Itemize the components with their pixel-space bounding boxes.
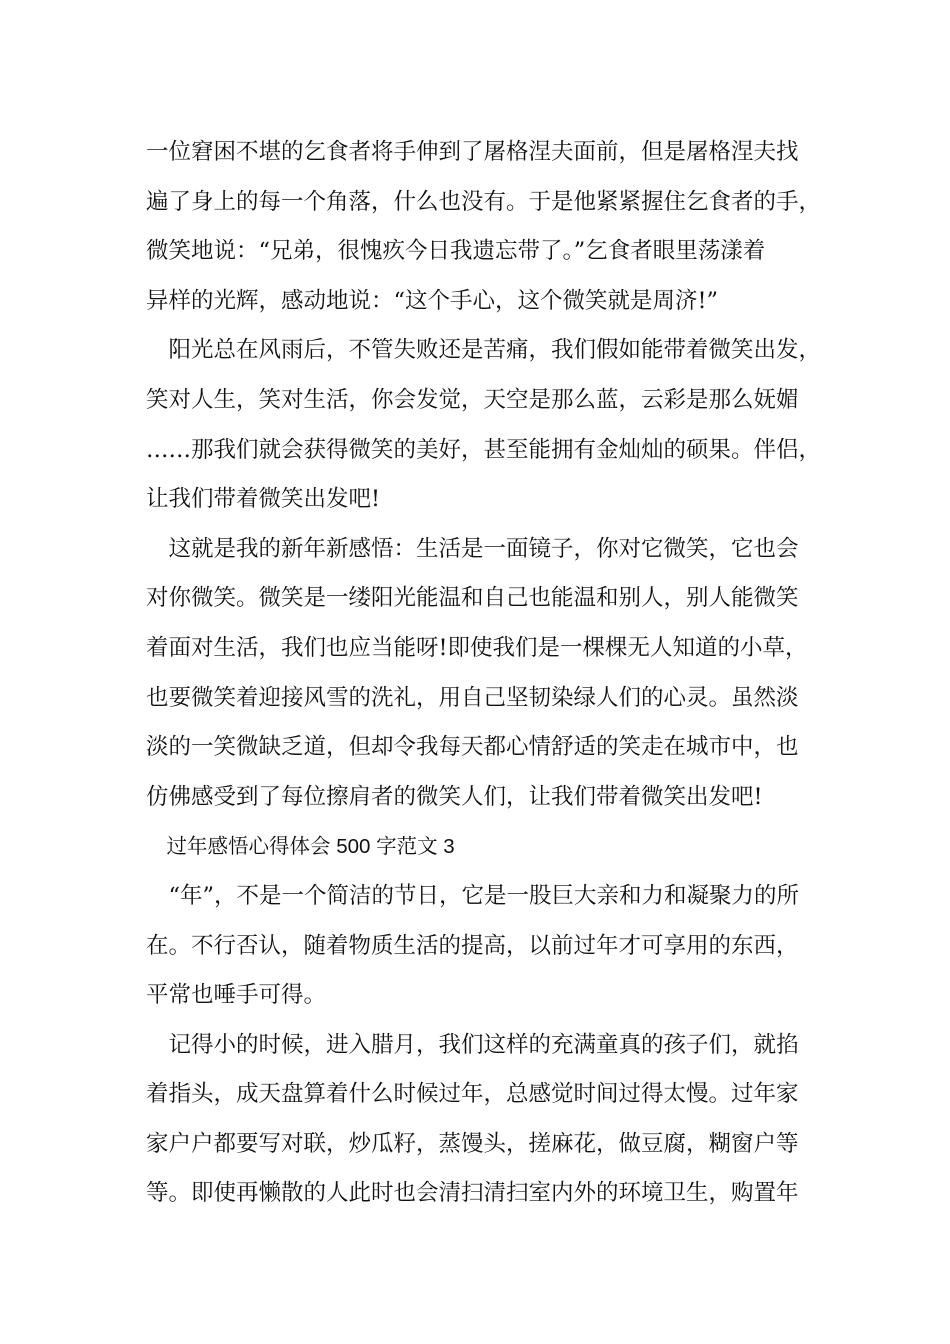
text-line: 在。不行否认，随着物质生活的提高，以前过年才可享用的东西，: [146, 932, 799, 959]
text-line: 着面对生活，我们也应当能呀!即使我们是一棵棵无人知道的小草，: [146, 634, 808, 661]
text-line: 笑对人生，笑对生活，你会发觉，天空是那么蓝，云彩是那么妩媚: [146, 386, 799, 413]
body-text: [146, 128, 836, 1219]
text-line: 记得小的时候，进入腊月，我们这样的充满童真的孩子们，就掐: [146, 1031, 799, 1058]
text-line: 淡的一笑微缺乏道，但却令我每天都心情舒适的笑走在城市中，也: [146, 734, 799, 761]
text-line: 让我们带着微笑出发吧!: [146, 486, 381, 513]
text-line: 一位窘困不堪的乞食者将手伸到了屠格涅夫面前，但是屠格涅夫找: [146, 139, 799, 165]
text-line: “年”，不是一个简洁的节日，它是一股巨大亲和力和凝聚力的所: [146, 882, 800, 909]
text-line: 遍了身上的每一个角落，什么也没有。于是他紧紧握住乞食者的手，: [146, 188, 822, 215]
text-line: 对你微笑。微笑是一缕阳光能温和自己也能温和别人，别人能微笑: [146, 585, 799, 612]
text-line: ……那我们就会获得微笑的美好，甚至能拥有金灿灿的硕果。伴侣，: [146, 436, 822, 463]
text-line: 等。即使再懒散的人此时也会清扫清扫室内外的环境卫生，购置年: [146, 1180, 799, 1207]
text-line: 异样的光辉，感动地说：“这个手心，这个微笑就是周济!”: [146, 287, 719, 314]
text-line: 着指头，成天盘算着什么时候过年，总感觉时间过得太慢。过年家: [146, 1081, 799, 1108]
section-heading: 过年感悟心得体会 500 字范文 3: [146, 835, 455, 859]
text-line: 平常也唾手可得。: [146, 982, 327, 1009]
text-line: 仿佛感受到了每位擦肩者的微笑人们，让我们带着微笑出发吧!: [146, 783, 763, 810]
text-line: 阳光总在风雨后，不管失败还是苦痛，我们假如能带着微笑出发，: [146, 337, 822, 364]
text-line: 微笑地说：“兄弟，很愧疚今日我遗忘带了。”乞食者眼里荡漾着: [146, 238, 766, 265]
text-line: 这就是我的新年新感悟：生活是一面镜子，你对它微笑，它也会: [146, 535, 799, 562]
text-line: 也要微笑着迎接风雪的洗礼，用自己坚韧染绿人们的心灵。虽然淡: [146, 684, 799, 711]
text-line: 家户户都要写对联，炒瓜籽，蒸馒头，搓麻花，做豆腐，糊窗户等: [146, 1130, 799, 1157]
